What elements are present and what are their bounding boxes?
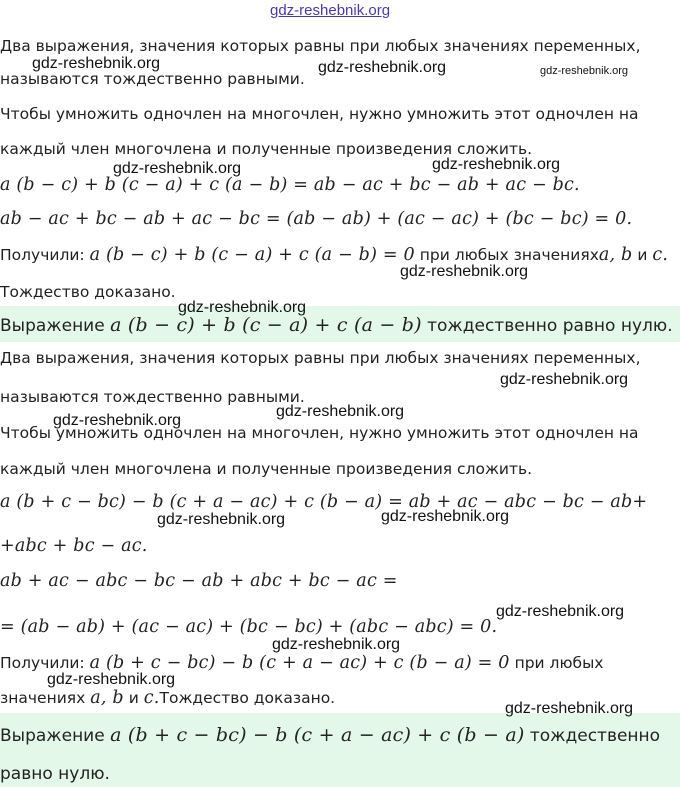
watermark: gdz-reshebnik.org [505, 700, 634, 717]
watermark: gdz-reshebnik.org [178, 299, 307, 316]
part1-result-math: a (b − c) + b (c − a) + c (a − b) [110, 314, 422, 336]
part1-conclusion [0, 245, 668, 265]
part1-conclusion-vars: a, b [598, 245, 633, 265]
watermark: gdz-reshebnik.org [276, 403, 405, 420]
part2-result-line1 [0, 724, 660, 747]
part1-rule-line2: каждый член многочлена и полученные произведения сложить. [0, 140, 533, 158]
watermark: gdz-reshebnik.org [496, 603, 625, 620]
part2-equation-1-line1: a (b + c − bc) − b (c + a − ac) + c (b − a) = ab + ac − abc − bc − ab+ [0, 492, 648, 512]
part1-definition-line1: Два выражения, значения которых равны при любых значениях переменных, [0, 37, 641, 55]
part2-conclusion-line2 [0, 688, 335, 708]
part1-conclusion-text: при любых значениях [419, 246, 599, 264]
part1-definition-line2: называются тождественно равными. [0, 70, 305, 88]
watermark: gdz-reshebnik.org [381, 508, 510, 525]
part1-result-suffix: тождественно равно нулю. [427, 316, 673, 336]
part2-result-box [0, 713, 680, 787]
part2-conclusion-text: при любых [514, 654, 604, 672]
part2-equation-1-line2: +abc + bc − ac. [0, 536, 148, 556]
part2-rule-line2: каждый член многочлена и полученные произведения сложить. [0, 460, 533, 478]
watermark: gdz-reshebnik.org [318, 59, 447, 76]
part2-proved: Тождество доказано. [159, 689, 336, 707]
watermark: gdz-reshebnik.org [500, 371, 629, 388]
part2-definition-line2: называются тождественно равными. [0, 388, 305, 406]
part2-result-line2: равно нулю. [0, 764, 110, 784]
watermark: gdz-reshebnik.org [32, 55, 161, 72]
part2-conclusion-text2: значениях [0, 689, 86, 707]
watermark-top-link[interactable]: gdz-reshebnik.org [270, 2, 391, 19]
part1-conclusion-label: Получили: [0, 246, 85, 264]
part2-conclusion-line1 [0, 653, 603, 673]
part1-conclusion-and: и [637, 246, 648, 264]
part1-rule-line1: Чтобы умножить одночлен на многочлен, нужно умножить этот одночлен на [0, 105, 639, 123]
part1-conclusion-c: c. [652, 245, 669, 265]
part1-result-prefix: Выражение [0, 316, 105, 336]
part1-equation-1: a (b − c) + b (c − a) + c (a − b) = ab − ac + bc − ab + ac − bc. [0, 175, 580, 195]
part2-conclusion-math: a (b + c − bc) − b (c + a − ac) + c (b − a) = 0 [89, 653, 510, 673]
part2-rule-line1: Чтобы умножить одночлен на многочлен, нужно умножить этот одночлен на [0, 424, 639, 442]
part2-conclusion-c: c. [143, 688, 160, 708]
watermark: gdz-reshebnik.org [113, 160, 242, 177]
watermark: gdz-reshebnik.org [157, 511, 286, 528]
part2-conclusion-and: и [128, 689, 139, 707]
watermark: gdz-reshebnik.org [272, 636, 401, 653]
part2-equation-2-line2: = (ab − ab) + (ac − ac) + (bc − bc) + (abc − abc) = 0. [0, 617, 498, 637]
watermark: gdz-reshebnik.org [400, 263, 529, 280]
part1-proved: Тождество доказано. [0, 283, 176, 301]
part1-result-line [0, 314, 673, 337]
part1-equation-2: ab − ac + bc − ab + ac − bc = (ab − ab) + (ac − ac) + (bc − bc) = 0. [0, 209, 633, 229]
part2-result-suffix: тождественно [529, 726, 661, 746]
part2-result-prefix: Выражение [0, 726, 105, 746]
watermark: gdz-reshebnik.org [432, 156, 561, 173]
part2-conclusion-label: Получили: [0, 654, 85, 672]
part2-equation-2-line1: ab + ac − abc − bc − ab + abc + bc − ac = [0, 571, 398, 591]
part1-conclusion-math: a (b − c) + b (c − a) + c (a − b) = 0 [89, 245, 415, 265]
part2-conclusion-vars: a, b [90, 688, 124, 708]
watermark: gdz-reshebnik.org [47, 671, 176, 688]
part2-definition-line1: Два выражения, значения которых равны при любых значениях переменных, [0, 349, 641, 367]
part2-result-math: a (b + c − bc) − b (c + a − ac) + c (b − a) [110, 724, 525, 746]
watermark: gdz-reshebnik.org [53, 412, 182, 429]
watermark: gdz-reshebnik.org [540, 65, 629, 77]
part1-result-box [0, 306, 680, 342]
